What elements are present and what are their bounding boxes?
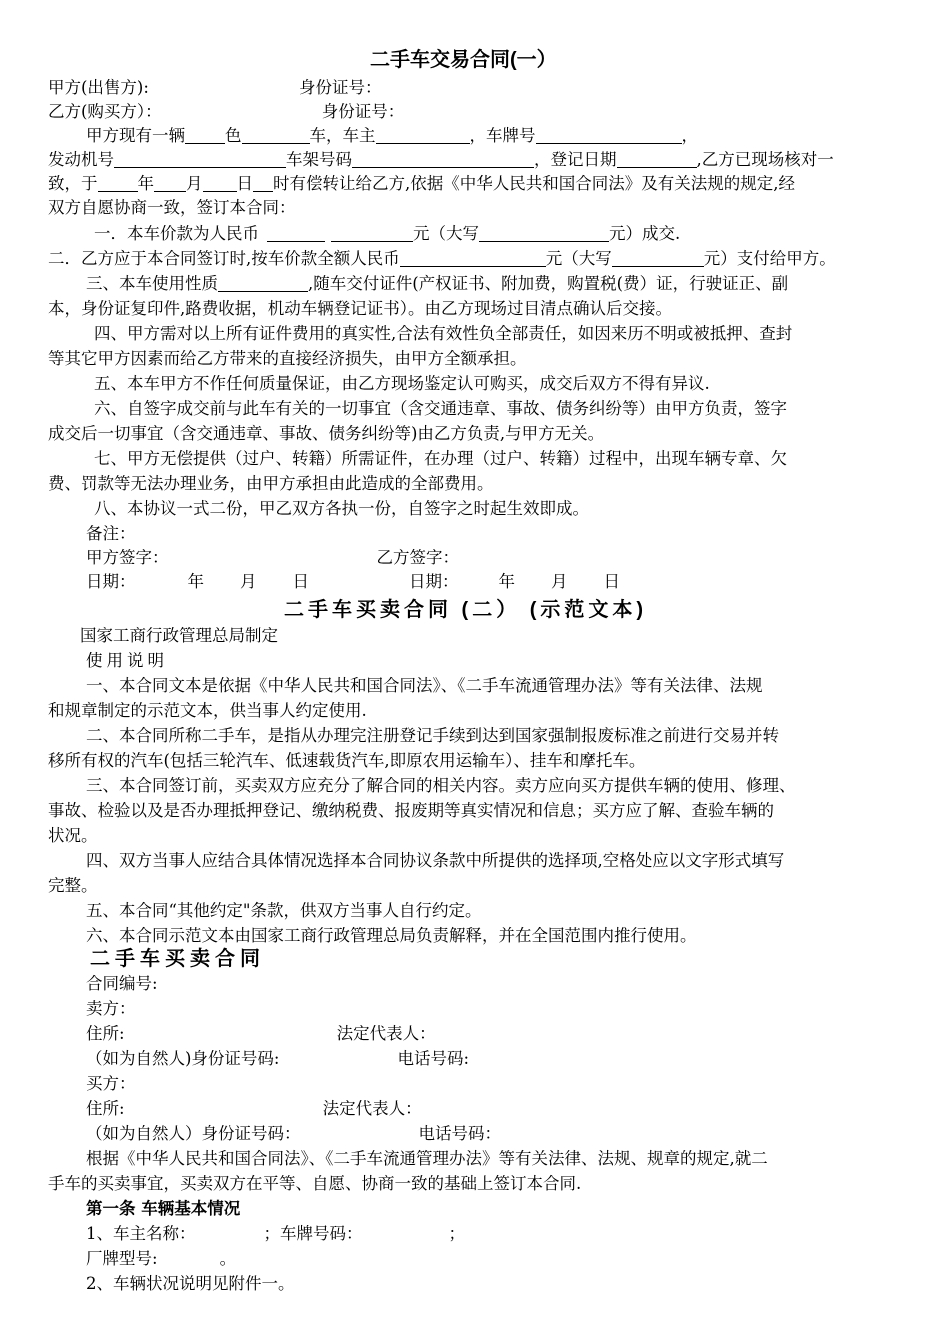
blank-model[interactable] [242,125,310,144]
clause-8: 八、本协议一式二份，甲乙双方各执一份，自签字之时起生效即成。 [94,499,589,518]
text: 时有偿转让给乙方,依据《中华人民共和国合同法》及有关法规的规定,经 [273,174,795,193]
seller-id-label: 身份证号： [298,78,382,97]
blank-owner[interactable] [376,125,470,144]
text: 二．乙方应于本合同签订时,按车价款全额人民币 [48,249,400,268]
text: 日 [236,174,253,193]
text: ,乙方已现场核对一 [696,150,834,169]
text: 三、本车使用性质 [86,274,218,293]
legal-rep-label: 法定代表人： [322,1099,422,1118]
text: 车架号码 [286,150,352,169]
article-1-item-1 [86,1222,465,1246]
usage-3-cont: 事故、检验以及是否办理抵押登记、缴纳税费、报废期等真实情况和信息；买方应了解、查验车辆的 [48,801,774,820]
model-label: 厂牌型号: [86,1249,158,1268]
id-label: （如为自然人)身份证号码: [86,1049,280,1068]
usage-1-cont: 和规章制定的示范文本，供当事人约定使用. [48,701,367,720]
blank-payment-words[interactable] [612,248,704,267]
text: 月 [186,174,203,193]
text: 一．本车价款为人民币 [94,224,259,243]
clause-7-cont: 费、罚款等无法办理业务，由甲方承担由此造成的全部费用。 [48,474,494,493]
agreement-line: 双方自愿协商一致，签订本合同： [48,198,296,217]
text: ，车牌号 [469,126,536,145]
article-1-item-2: 2、车辆状况说明见附件一。 [86,1274,295,1293]
contract-no-label: 合同编号: [86,974,158,993]
buyer-signature-label: 乙方签字： [376,548,459,567]
text: ，登记日期 [534,150,617,169]
intro: 根据《中华人民共和国合同法》、《二手车流通管理办法》等有关法律、法规、规章的规定,就二 [86,1149,768,1168]
buyer-party-label: 买方： [86,1074,136,1093]
clause-3 [86,272,788,296]
usage-3: 三、本合同签订前，买卖双方应充分了解合同的相关内容。卖方应向买方提供车辆的使用、修理、 [86,776,796,795]
clause-1 [94,222,680,246]
legal-rep-label: 法定代表人： [336,1024,436,1043]
day-label: 日 [292,572,309,591]
intro-cont: 手车的买卖事宜，买卖双方在平等、自愿、协商一致的基础上签订本合同. [48,1174,582,1193]
seller-label: 甲方(出售方): [48,78,149,97]
blank-year[interactable] [98,173,138,192]
text: 致，于 [48,174,98,193]
seller-line [48,76,381,100]
vehicle-line-3 [48,172,795,196]
clause-3-cont: 本，身份证复印件,路费收据，机动车辆登记证书）。由乙方现场过目清点确认后交接。 [48,299,672,318]
day-label-2: 日 [603,572,620,591]
usage-4-cont: 完整。 [48,876,98,895]
article-1-title: 第一条 车辆基本情况 [86,1199,241,1218]
buyer-id-line [86,1122,501,1146]
text: ,随车交付证件(产权证书、附加费，购置税(费）证，行驶证正、副 [308,274,789,293]
phone-label: 电话号码: [397,1049,470,1068]
address-label: 住所: [86,1099,125,1118]
blank-month[interactable] [154,173,186,192]
text: ， [681,126,698,145]
text: ； [448,1224,465,1243]
month-label-2: 月 [551,572,568,591]
clause-6-cont: 成交后一切事宜（含交通违章、事故、债务纠纷等)由乙方负责,与甲方无关。 [48,424,605,443]
year-label-2: 年 [498,572,515,591]
clause-4: 四、甲方需对以上所有证件费用的真实性,合法有效性负全部责任，如因来历不明或被抵押、查封 [94,324,793,343]
buyer-label: 乙方(购买方）： [48,102,162,121]
buyer-id-label: 身份证号： [321,102,405,121]
vehicle-line-2 [48,148,834,172]
date-line [86,570,620,594]
blank-day[interactable] [203,173,237,192]
blank-price[interactable] [267,223,325,242]
seller-address-line [86,1022,436,1046]
seller-signature-label: 甲方签字： [86,548,169,567]
usage-2: 二、本合同所称二手车，是指从办理完注册登记手续到达到国家强制报废标准之前进行交易并转 [86,726,779,745]
usage-2-cont: 移所有权的汽车(包括三轮汽车、低速载货汽车,即原农用运输车）、挂车和摩托车。 [48,751,646,770]
buyer-address-line [86,1097,422,1121]
blank-usage[interactable] [218,273,308,292]
contract1-title: 二手车交易合同(一） [370,49,557,71]
text: 发动机号 [48,150,114,169]
blank-price-words[interactable] [479,223,609,242]
blank-reg-date[interactable] [617,149,697,168]
year-label: 年 [187,572,204,591]
seller-id-line [86,1047,469,1071]
buyer-line [48,100,404,124]
text: 车，车主 [309,126,376,145]
text: 年 [137,174,154,193]
blank-payment[interactable] [400,248,546,267]
blank-price-2[interactable] [331,223,413,242]
text: 元）支付给甲方。 [703,249,836,268]
contract3-title: 二手车买卖合同 [90,948,265,970]
date-label-2: 日期： [409,572,459,591]
text: 。 [219,1249,237,1268]
issuer: 国家工商行政管理总局制定 [80,626,278,645]
text: 元）成交. [609,224,681,243]
usage-title: 使用说明 [86,651,168,670]
clause-6: 六、自签字成交前与此车有关的一切事宜（含交通违章、事故、债务纠纷等）由甲方负责，签字 [94,399,787,418]
signature-line [86,546,459,570]
id-label: （如为自然人）身份证号码： [86,1124,301,1143]
clause-4-cont: 等其它甲方因素而给乙方带来的直接经济损失，由甲方全额承担。 [48,349,527,368]
text: 甲方现有一辆 [86,126,185,145]
contract2-title: 二手车买卖合同 (二） (示范文本) [284,599,648,621]
phone-label: 电话号码： [418,1124,501,1143]
owner-name-label: 1、车主名称： [86,1224,196,1243]
text: 色 [225,126,242,145]
text: 元（大写 [413,224,479,243]
seller-party-label: 卖方： [86,999,136,1018]
month-label: 月 [240,572,257,591]
blank-engine-no[interactable] [114,149,286,168]
blank-vin[interactable] [352,149,534,168]
address-label: 住所: [86,1024,125,1043]
usage-1: 一、本合同文本是依据《中华人民共和国合同法》、《二手车流通管理办法》等有关法律、法规 [86,676,763,695]
plate-label: ；车牌号码： [263,1224,363,1243]
clause-2 [48,247,836,271]
usage-6: 六、本合同示范文本由国家工商行政管理总局负责解释，并在全国范围内推行使用。 [86,926,697,945]
usage-4: 四、双方当事人应结合具体情况选择本合同协议条款中所提供的选择项,空格处应以文字形式填写 [86,851,785,870]
blank-plate[interactable] [536,125,682,144]
clause-5: 五、本车甲方不作任何质量保证，由乙方现场鉴定认可购买，成交后双方不得有异议. [94,374,710,393]
date-label: 日期： [86,572,136,591]
remark-label: 备注： [86,524,136,543]
blank-color[interactable] [185,125,225,144]
usage-5: 五、本合同“其他约定"条款，供双方当事人自行约定。 [86,901,482,920]
vehicle-line-1 [86,124,698,148]
clause-7: 七、甲方无偿提供（过户、转籍）所需证件，在办理（过户、转籍）过程中，出现车辆专章、欠 [94,449,787,468]
blank-hour[interactable] [253,173,273,192]
text: 元（大写 [545,249,612,268]
article-1-item-model [86,1247,236,1271]
usage-3-cont-2: 状况。 [48,826,98,845]
